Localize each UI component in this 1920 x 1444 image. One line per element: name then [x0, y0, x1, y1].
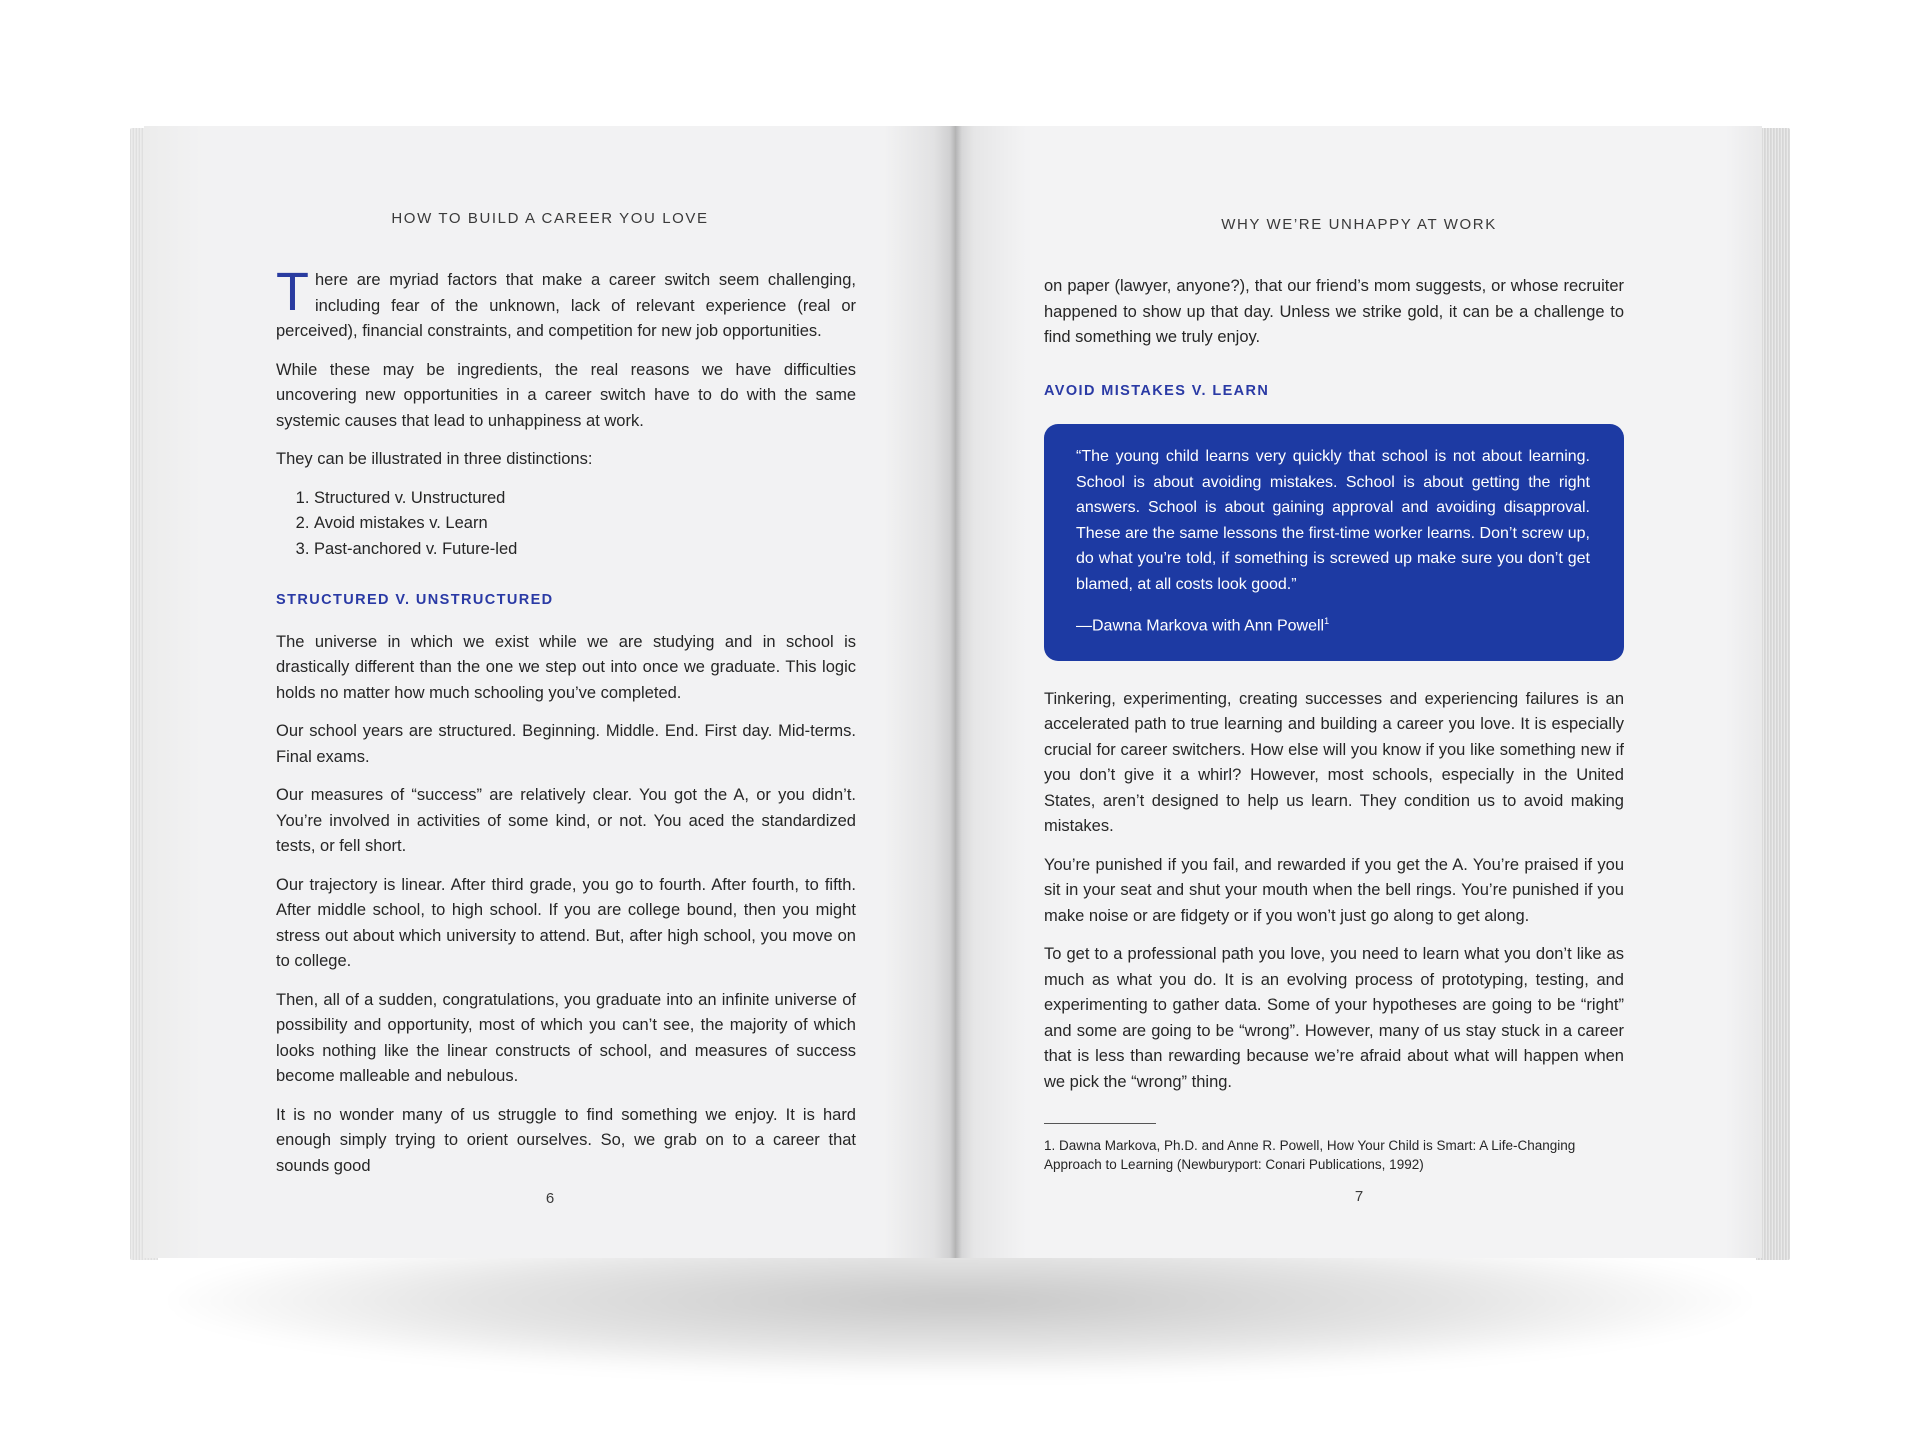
left-body-text	[276, 262, 856, 1192]
right-paragraph-3: You’re punished if you fail, and rewarded if you get the A. You’re praised if you sit in your seat and shut your mouth when the bell rings. You’re punished if you make noise or are fidgety or if you won’t just go along to get along.	[1044, 855, 1624, 925]
book-gutter	[950, 126, 962, 1258]
section-heading-avoid-mistakes: AVOID MISTAKES V. LEARN	[1044, 382, 1270, 399]
left-paragraph-2: While these may be ingredients, the real reasons we have difficulties uncovering new opportunities in a career switch have to do with the same systemic causes that lead to unhappiness at work.	[276, 360, 856, 430]
quote-attribution	[1076, 609, 1590, 639]
left-paragraph-1-text: here are myriad factors that make a career switch seem challenging, including fear of the unknown, lack of relevant experience (real or perceived), financial constraints, and competition for new job opportunities.	[276, 271, 856, 340]
right-page-number: 7	[1354, 1188, 1364, 1205]
right-paragraph-2: Tinkering, experimenting, creating successes and experiencing failures is an accelerated path to true learning and building a career you love. It is especially crucial for career switchers. How else will you know if you like something new if you don’t give it a whirl? However, most schools, especially in the United States, aren’t designed to help us learn. They condition us to avoid making mistakes.	[1044, 689, 1624, 836]
list-item: 3. Past-anchored v. Future-led	[314, 537, 856, 563]
left-page-number: 6	[545, 1190, 555, 1207]
right-paragraph-1: on paper (lawyer, anyone?), that our friend’s mom suggests, or whose recruiter happened to show up that day. Unless we strike gold, it can be a challenge to find something we truly enjoy.	[1044, 277, 1624, 346]
section-heading-structured: STRUCTURED V. UNSTRUCTURED	[276, 592, 554, 608]
left-paragraph-8: Then, all of a sudden, congratulations, you graduate into an infinite universe of possibility and opportunity, most of which you can’t see, the majority of which looks nothing like the linear constructs of school, and measures of success become malleable and nebulous.	[276, 990, 856, 1085]
pull-quote-box	[1044, 424, 1624, 661]
right-paragraph-4: To get to a professional path you love, you need to learn what you don’t like as much as what you do. It is an evolving process of prototyping, testing, and experimenting to gather data. Some of your hypotheses are going to be “right” and some are going to be “wrong”. However, many of us stay stuck in a career that is less than rewarding because we’re afraid about what will happen when we pick the “wrong” thing.	[1044, 945, 1624, 1091]
left-paragraph-9: It is no wonder many of us struggle to find something we enjoy. It is hard enough simply trying to orient ourselves. So, we grab on to a career that sounds good	[276, 1105, 856, 1175]
right-running-head: WHY WE’RE UNHAPPY AT WORK	[1221, 216, 1497, 233]
list-item: 1. Structured v. Unstructured	[314, 486, 856, 512]
list-item: 2. Avoid mistakes v. Learn	[314, 511, 856, 537]
right-page	[956, 126, 1762, 1258]
drop-cap: T	[276, 262, 309, 322]
open-book	[130, 126, 1790, 1276]
distinctions-list	[276, 486, 856, 563]
footnote-rule	[1044, 1123, 1156, 1124]
left-page	[144, 126, 956, 1258]
footnote: 1. Dawna Markova, Ph.D. and Anne R. Powell, How Your Child is Smart: A Life-Changing Approach to Learning (Newburyport: Conari Publications, 1992)	[1044, 1138, 1576, 1173]
quote-attribution-text: —Dawna Markova with Ann Powell	[1076, 617, 1325, 635]
left-paragraph-6: Our measures of “success” are relatively clear. You got the A, or you didn’t. You’re involved in activities of some kind, or not. You aced the standardized tests, or fell short.	[276, 786, 856, 855]
left-paragraph-7: Our trajectory is linear. After third grade, you go to fourth. After fourth, to fifth. After middle school, to high school. If you are college bound, then you might stress out about which university to attend. But, after high school, you move on to college.	[276, 875, 856, 970]
left-paragraph-3: They can be illustrated in three distinctions:	[276, 450, 593, 468]
right-body-text	[1044, 274, 1624, 1174]
left-paragraph-5: Our school years are structured. Beginning. Middle. End. First day. Mid-terms. Final exams.	[276, 722, 856, 766]
quote-text: “The young child learns very quickly that school is not about learning. School is about avoiding mistakes. School is about getting the right answers. School is about gaining approval and avoiding disapproval. These are the same lessons the first-time worker learns. Don’t screw up, do what you’re told, if something is screwed up make sure you don’t get blamed, at all costs look good.”	[1076, 448, 1590, 593]
left-paragraph-4: The universe in which we exist while we are studying and in school is drastically different than the one we step out into once we graduate. This logic holds no matter how much schooling you’ve completed.	[276, 632, 856, 702]
left-running-head: HOW TO BUILD A CAREER YOU LOVE	[391, 210, 709, 227]
footnote-mark: 1	[1324, 616, 1330, 626]
left-paragraph-1	[276, 262, 856, 345]
